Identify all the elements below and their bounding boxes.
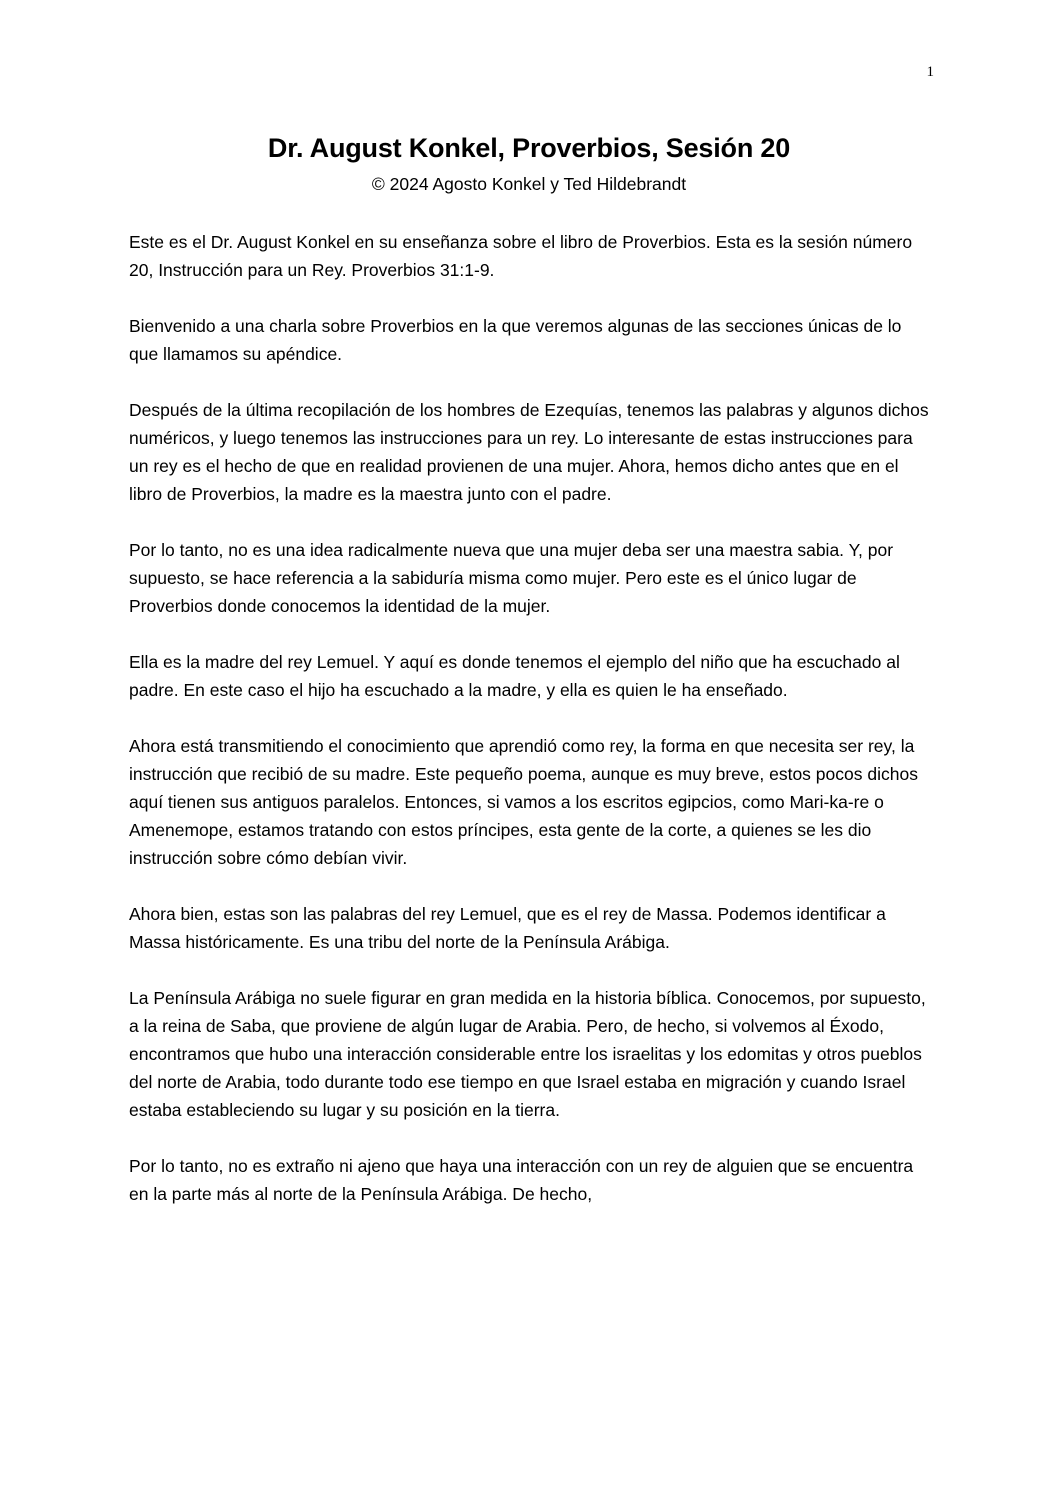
- paragraph: La Península Arábiga no suele figurar en gran medida en la historia bíblica. Conocemos, por supuesto, a la reina de Saba, que proviene de algún lugar de Arabia. Pero, de hecho, si volvemos al Éxodo, encontramos que hubo una interacción considerable entre los israelitas y los edomitas y otros pueblos del norte de Arabia, todo durante todo ese tiempo en que Israel estaba en migración y cuando Israel estaba estableciendo su lugar y su posición en la tierra.: [129, 988, 926, 1120]
- paragraph: Ella es la madre del rey Lemuel. Y aquí es donde tenemos el ejemplo del niño que ha escuchado al padre. En este caso el hijo ha escuchado a la madre, y ella es quien le ha enseñado.: [129, 652, 900, 700]
- document-title: Dr. August Konkel, Proverbios, Sesión 20: [267, 133, 791, 163]
- paragraph: Ahora bien, estas son las palabras del rey Lemuel, que es el rey de Massa. Podemos identificar a Massa históricamente. Es una tribu del norte de la Península Arábiga.: [129, 904, 886, 952]
- paragraph: Ahora está transmitiendo el conocimiento que aprendió como rey, la forma en que necesita ser rey, la instrucción que recibió de su madre. Este pequeño poema, aunque es muy breve, estos pocos dichos aquí tienen sus antiguos paralelos. Entonces, si vamos a los escritos egipcios, como Mari-ka-re o Amenemope, estamos tratando con estos príncipes, esta gente de la corte, a quienes se les dio instrucción sobre cómo debían vivir.: [129, 736, 918, 868]
- page-number: 1: [926, 64, 934, 80]
- body-text: [129, 228, 929, 1236]
- paragraph: Después de la última recopilación de los hombres de Ezequías, tenemos las palabras y algunos dichos numéricos, y luego tenemos las instrucciones para un rey. Lo interesante de estas instrucciones para un rey es el hecho de que en realidad provienen de una mujer. Ahora, hemos dicho antes que en el libro de Proverbios, la madre es la maestra junto con el padre.: [129, 400, 929, 504]
- paragraph: Bienvenido a una charla sobre Proverbios en la que veremos algunas de las secciones únicas de lo que llamamos su apéndice.: [129, 316, 902, 364]
- paragraph: Por lo tanto, no es una idea radicalmente nueva que una mujer deba ser una maestra sabia. Y, por supuesto, se hace referencia a la sabiduría misma como mujer. Pero este es el único lugar de Proverbios donde conocemos la identidad de la mujer.: [129, 540, 894, 616]
- paragraph: Este es el Dr. August Konkel en su enseñanza sobre el libro de Proverbios. Esta es la sesión número 20, Instrucción para un Rey. Proverbios 31:1-9.: [129, 232, 913, 280]
- paragraph: Por lo tanto, no es extraño ni ajeno que haya una interacción con un rey de alguien que se encuentra en la parte más al norte de la Península Arábiga. De hecho,: [129, 1156, 914, 1204]
- copyright-line: © 2024 Agosto Konkel y Ted Hildebrandt: [371, 174, 687, 194]
